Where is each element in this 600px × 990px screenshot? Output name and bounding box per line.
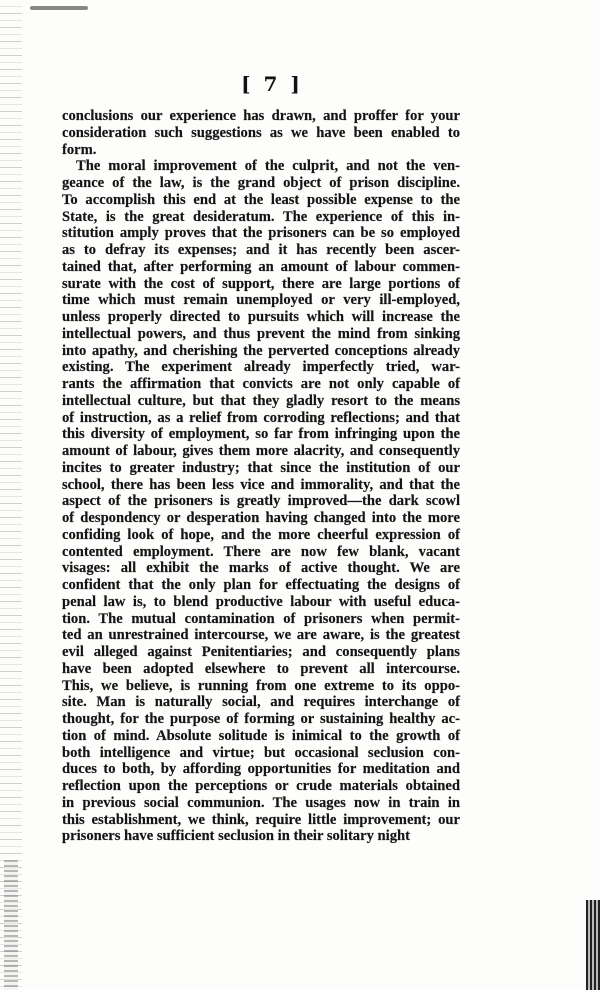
text-line: reflection upon the perceptions or crude materials obtained bbox=[62, 778, 460, 794]
text-line: both intelligence and virtue; but occasional seclusion con- bbox=[62, 744, 460, 761]
text-line: evil alleged against Penitentiaries; and consequently plans bbox=[62, 644, 460, 660]
text-line: visages: all exhibit the marks of active thought. We are bbox=[62, 560, 460, 577]
text-line: tained that, after performing an amount of labour commen- bbox=[62, 258, 460, 275]
text-line: time which must remain unemployed or very ill-employed, bbox=[62, 292, 460, 309]
text-line: have been adopted elsewhere to prevent all intercourse. bbox=[62, 660, 460, 677]
text-line: thought, for the purpose of forming or sustaining healthy ac- bbox=[62, 711, 460, 727]
text-line: as to defray its expenses; and it has recently been ascer- bbox=[62, 242, 460, 258]
text-line: of instruction, as a relief from corroding reflections; and that bbox=[62, 409, 460, 426]
text-line: duces to both, by affording opportunities for meditation and bbox=[62, 761, 460, 778]
text-line: ted an unrestrained intercourse, we are aware, is the greatest bbox=[62, 627, 460, 644]
page-edge-right bbox=[586, 900, 600, 990]
text-line: amount of labour, gives them more alacrity, and consequently bbox=[62, 443, 460, 459]
ink-mark bbox=[30, 6, 88, 10]
text-line: unless properly directed to pursuits which will increase the bbox=[62, 309, 460, 325]
text-line: intellectual culture, but that they gladly resort to the means bbox=[62, 392, 460, 409]
text-line: confiding look of hope, and the more cheerful expression of bbox=[62, 526, 460, 543]
text-line: existing. The experiment already imperfectly tried, war- bbox=[62, 359, 460, 376]
text-line: The moral improvement of the culprit, and not the ven- bbox=[76, 158, 460, 175]
text-line: school, there has been less vice and immorality, and that the bbox=[62, 476, 460, 493]
binding-stitches bbox=[4, 860, 18, 990]
text-line: of despondency or desperation having changed into the more bbox=[62, 510, 460, 526]
text-line: this diversity of employment, so far from infringing upon the bbox=[62, 426, 460, 443]
text-line: aspect of the prisoners is greatly improved—the dark scowl bbox=[62, 493, 460, 510]
text-line: penal law is, to blend productive labour with useful educa- bbox=[62, 593, 460, 610]
text-line: This, we believe, is running from one extreme to its oppo- bbox=[62, 677, 460, 694]
text-line: State, is the great desideratum. The experience of this in- bbox=[62, 208, 460, 225]
text-line: this establishment, we think, require little improvement; our bbox=[62, 811, 460, 828]
text-line: stitution amply proves that the prisoners can be so employed bbox=[62, 225, 460, 242]
text-line: surate with the cost of support, there are large portions of bbox=[62, 275, 460, 292]
text-line: prisoners have sufficient seclusion in their solitary night bbox=[62, 828, 410, 845]
text-line: conclusions our experience has drawn, and proffer for your bbox=[62, 108, 460, 124]
text-line: To accomplish this end at the least possible expense to the bbox=[62, 191, 460, 208]
text-line: rants the affirmation that convicts are not only capable of bbox=[62, 376, 460, 392]
text-line: geance of the law, is the grand object of prison discipline. bbox=[62, 175, 460, 191]
text-line: into apathy, and cherishing the perverted conceptions already bbox=[62, 342, 460, 359]
text-line: in previous social communion. The usages now in train in bbox=[62, 794, 460, 811]
text-line: contented employment. There are now few blank, vacant bbox=[62, 543, 460, 560]
text-line: consideration such suggestions as we have been enabled to bbox=[62, 124, 460, 141]
text-line: intellectual powers, and thus prevent the mind from sinking bbox=[62, 325, 460, 342]
text-line: form. bbox=[62, 141, 97, 158]
text-line: tion. The mutual contamination of prisoners when permit- bbox=[62, 610, 460, 627]
text-line: tion of mind. Absolute solitude is inimical to the growth of bbox=[62, 727, 460, 744]
text-line: site. Man is naturally social, and requires interchange of bbox=[62, 694, 460, 711]
body-text bbox=[62, 108, 460, 845]
binding-edge bbox=[0, 0, 22, 990]
text-line: incites to greater industry; that since the institution of our bbox=[62, 459, 460, 476]
page-number: [ 7 ] bbox=[241, 72, 303, 96]
text-line: confident that the only plan for effectuating the designs of bbox=[62, 577, 460, 593]
